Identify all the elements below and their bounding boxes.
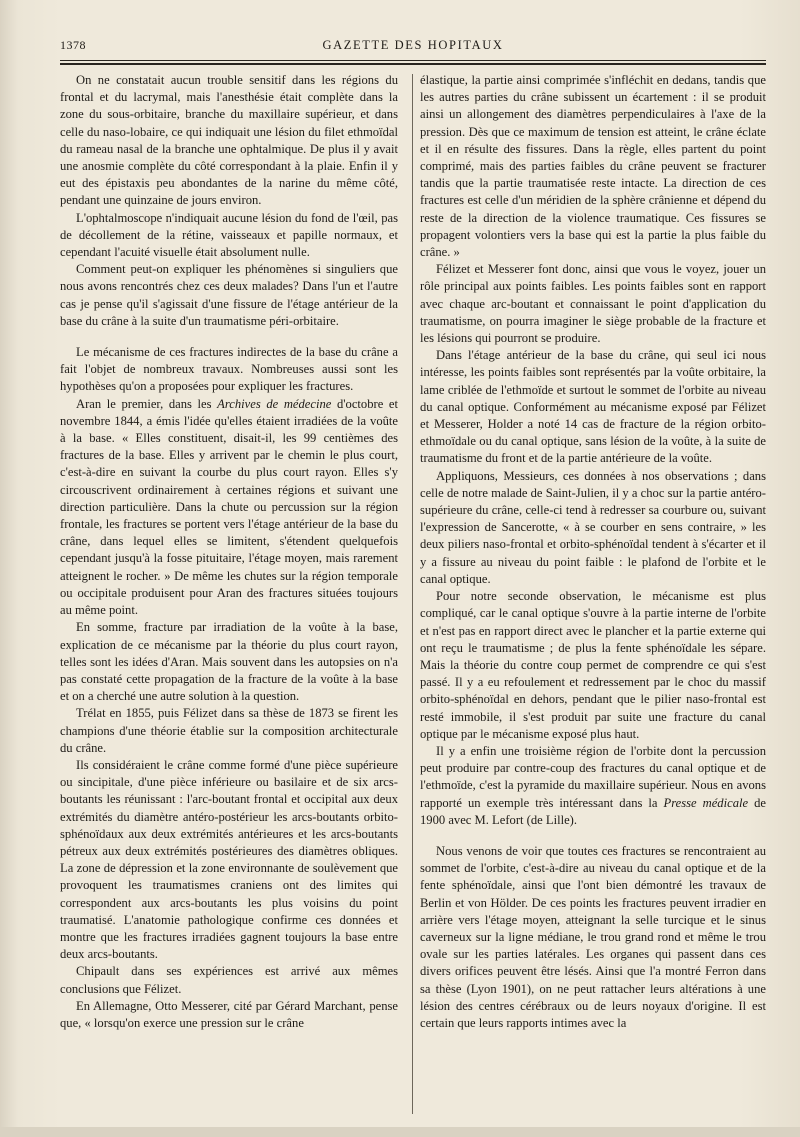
header-rule [60,60,766,61]
paragraph: Nous venons de voir que toutes ces fractures se rencontraient au sommet de l'orbite, c'est-à-dire au niveau du canal optique et de la fente sphénoïdale, ainsi que l'ont bien démontré les travaux de Berlin et von Hölder. De ces points les fractures peuvent irradier en arrière vers l'étage moyen, atteignant la selle turcique et le sinus caverneux sur la ligne médiane, le trou grand rond et même le trou ovale sur les parties latérales. Les organes qui passent dans ces divers orifices peuvent être lésés. Ainsi que l'a montré Ferron dans sa thèse (Lyon 1901), on ne peut rattacher leurs altérations à une lésion des centres cérébraux ou de leurs noyaux d'origine. Il est certain que leurs rapports intimes avec la [420,843,766,1030]
paragraph: Ils considéraient le crâne comme formé d'une pièce supérieure ou sincipitale, d'une pièce inférieure ou basilaire et de six arcs-boutants les réunissant : l'arc-boutant frontal et occipital aux deux extrémités du diamètre antéro-postérieur les arcs-boutants orbito-sphénoïdaux aux deux extrémités antérieures et les arcs-boutants pétreux aux deux extrémités postérieures des diamètres obliques. La zone de dépression et la zone environnante de soulèvement que provoquent les traumatismes craniens ont des limites qui correspondent aux arcs-boutants les plus voisins du point traumatisé. L'anatomie pathologique confirme ces données et montre que les fractures irradiées gagnent toujours la base entre deux arcs-boutants. [60,757,398,962]
journal-reference: Presse médicale [663,795,749,810]
paragraph: On ne constatait aucun trouble sensitif dans les régions du frontal et du lacrymal, mais l'anesthésie était complète dans la zone du sous-orbitaire, branche du maxillaire supérieur, et dans celle du naso-lobaire, ce qui indiquait une lésion du filet ethmoïdal du rameau nasal de la branche une ophtalmique. De plus il y avait une anosmie complète du côté correspondant à la plaie. Enfin il y eut des épistaxis peu abondantes de la narine du même côté, pendant une quinzaine de jours environ. [60,73,398,208]
paragraph: Pour notre seconde observation, le mécanisme est plus compliqué, car le canal optique s'ouvre à la partie interne de l'orbite et n'est pas en rapport direct avec le plancher et la partie externe qui ont reçu le traumatisme ; de plus la fente sphénoïdale les sépare. Mais la théorie du contre coup permet de comprendre ce qui s'est passé. Il y a eu refoulement et redressement par le choc du massif orbito-sphénoïdal en dehors, pendant que le pilier naso-frontal est resté immobile, il s'est produit par suite une fracture du canal optique par le mécanisme exposé plus haut. [420,589,766,741]
page-edge [0,1127,800,1137]
paragraph: En Allemagne, Otto Messerer, cité par Gérard Marchant, pense que, « lorsqu'on exerce une pression sur le crâne [60,998,398,1030]
paragraph: Appliquons, Messieurs, ces données à nos observations ; dans celle de notre malade de Saint-Julien, il y a choc sur la partie antéro-supérieure du crâne, celle-ci tend à redresser sa courbure ou, suivant l'expression de Sancerotte, « à se courber en sens contraire, » les deux piliers naso-frontal et orbito-sphénoïdal tendent à s'écarter et il y a fissure au niveau du point faible : le plafond de l'orbite et le canal optique. [420,468,766,586]
header-rule-double [60,63,766,65]
paragraph: Dans l'étage antérieur de la base du crâne, qui seul ici nous intéresse, les points faibles sont représentés par la voûte orbitaire, la lame criblée de l'ethmoïde et surtout le sommet de l'orbite au niveau du canal optique. Conformément au mécanisme exposé par Félizet et Messerer, Holder a noté 14 cas de fracture de la région orbito-ethmoïdale ou du canal optique, sans lésion de la voûte, à la suite de traumatisme du front et de la partie antérieure de la voûte. [420,348,766,466]
paragraph: élastique, la partie ainsi comprimée s'infléchit en dedans, tandis que les autres parties du crâne subissent un écartement : il se produit ainsi un allongement des diamètres perpendiculaires à l'axe de la pression. Dès que ce maximum de tension est atteint, le crâne éclate et il en résulte des fissures. Dans la règle, elles partent du point comprimé, mais des parties faibles du crâne peuvent se fracturer tandis que la partie traumatisée reste intacte. La direction de ces fractures est celle d'un méridien de la sphère crânienne et dépend du reste de la direction de la violence traumatique. Ces fissures se propagent volontiers vers la base qui est la partie la plus faible du crâne. » [420,73,766,260]
paragraph: Comment peut-on expliquer les phénomènes si singuliers que nous avons rencontrés chez ces deux malades? Dans l'un et l'autre cas je pense qu'il s'agissait d'une fissure de l'étage antérieur de la base du crâne à la suite d'un traumatisme péri-orbitaire. [60,262,398,328]
page-number: 1378 [60,38,86,52]
paragraph: Le mécanisme de ces fractures indirectes de la base du crâne a fait l'objet de nombreux travaux. Nombreuses aussi sont les hypothèses qu'on a proposées pour expliquer les fractures. [60,345,398,394]
right-column [420,72,766,1032]
paragraph: Aran le premier, dans les Archives de médecine d'octobre et novembre 1844, a émis l'idée qu'elles étaient irradiées de la voûte à la base. « Elles constituent, disait-il, les 99 centièmes des fractures de la base. Elles y arrivent par le chemin le plus court, c'est-à-dire en suivant la courbe du plus court rayon. Elles s'y circouscrivent ordinairement à certaines régions et suivant une direction particulière. Dans la chute ou percussion sur la région frontale, les fractures se portent vers l'étage antérieur de la base du crâne, dans lequel elles se limitent, s'étendent quelquefois cependant jusqu'à la fosse pituitaire, l'étage moyen, mais rarement atteignent le rocher. » De même les chutes sur la région temporale ou occipitale produisent pour Aran des fractures situées toujours au même point. [60,396,398,618]
paragraph: En somme, fracture par irradiation de la voûte à la base, explication de ce mécanisme par la théorie du plus court rayon, telles sont les idées d'Aran. Mais souvent dans les autopsies on n'a pas constaté cette propagation de la fracture de la voûte à la base et on a cherché une autre solution à la question. [60,620,398,704]
paragraph: Chipault dans ses expériences est arrivé aux mêmes conclusions que Félizet. [60,964,398,996]
column-divider [412,74,413,1114]
paragraph: Félizet et Messerer font donc, ainsi que vous le voyez, jouer un rôle principal aux points faibles. Les points faibles sont en rapport avec chaque arc-boutant et connaissant le point d'application du traumatisme, on pourra imaginer le siège probable de la fracture et les lésions qui pourront se produire. [420,262,766,346]
paragraph: Il y a enfin une troisième région de l'orbite dont la percussion peut produire par contre-coup des fractures du canal optique et de l'ethmoïde, c'est la pyramide du maxillaire supérieur. Nous en avons rapporté un exemple très intéressant dans la Presse médicale de 1900 avec M. Lefort (de Lille). [420,743,766,827]
page-header [60,36,766,58]
journal-title: GAZETTE DES HOPITAUX [322,38,504,52]
paragraph: Trélat en 1855, puis Félizet dans sa thèse de 1873 se firent les champions d'une théorie établie sur la composition architecturale du crâne. [60,706,398,755]
left-column [60,72,398,1032]
journal-reference: Archives de médecine [217,396,332,411]
paragraph: L'ophtalmoscope n'indiquait aucune lésion du fond de l'œil, pas de décollement de la rétine, vaisseaux et papille normaux, et cependant l'acuité visuelle était absolument nulle. [60,210,398,260]
